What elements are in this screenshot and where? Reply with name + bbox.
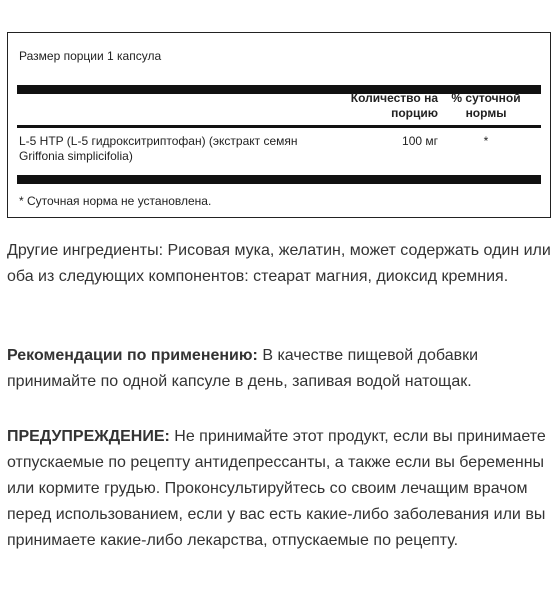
directions xyxy=(7,343,555,395)
other-ingredients: Другие ингредиенты: Рисовая мука, желатин, может содержать один или оба из следующих компонентов: стеарат магния, диоксид кремния. xyxy=(7,242,551,285)
warning-text: Не принимайте этот продукт, если вы принимаете отпускаемые по рецепту антидепрессанты, а также если вы беременны или кормите грудью. Проконсультируйтесь со своим лечащим врачом перед использованием, если у вас есть какие-либо заболевания или вы принимаете какие-либо лекарства, отпускаемые по рецепту. xyxy=(7,428,546,549)
directions-label: Рекомендации по применению: xyxy=(7,347,258,364)
footnote: * Суточная норма не установлена. xyxy=(19,194,212,208)
divider-thick-bottom xyxy=(17,175,541,184)
serving-size: Размер порции 1 капсула xyxy=(19,49,162,63)
ingredient-name: L-5 HTP (L-5 гидрокситриптофан) (экстракт семян Griffonia simplicifolia) xyxy=(19,134,298,163)
ingredient-daily-value: * xyxy=(483,134,489,148)
warning xyxy=(7,424,555,554)
ingredient-amount: 100 мг xyxy=(402,134,438,148)
supplement-facts-panel xyxy=(7,32,551,218)
warning-label: ПРЕДУПРЕЖДЕНИЕ: xyxy=(7,428,170,445)
header-amount-per-serving: Количество на порцию xyxy=(350,91,438,120)
divider-medium xyxy=(17,125,541,128)
directions-text: В качестве пищевой добавки принимайте по одной капсуле в день, запивая водой натощак. xyxy=(7,347,479,390)
header-daily-value: % суточной нормы xyxy=(451,91,521,120)
